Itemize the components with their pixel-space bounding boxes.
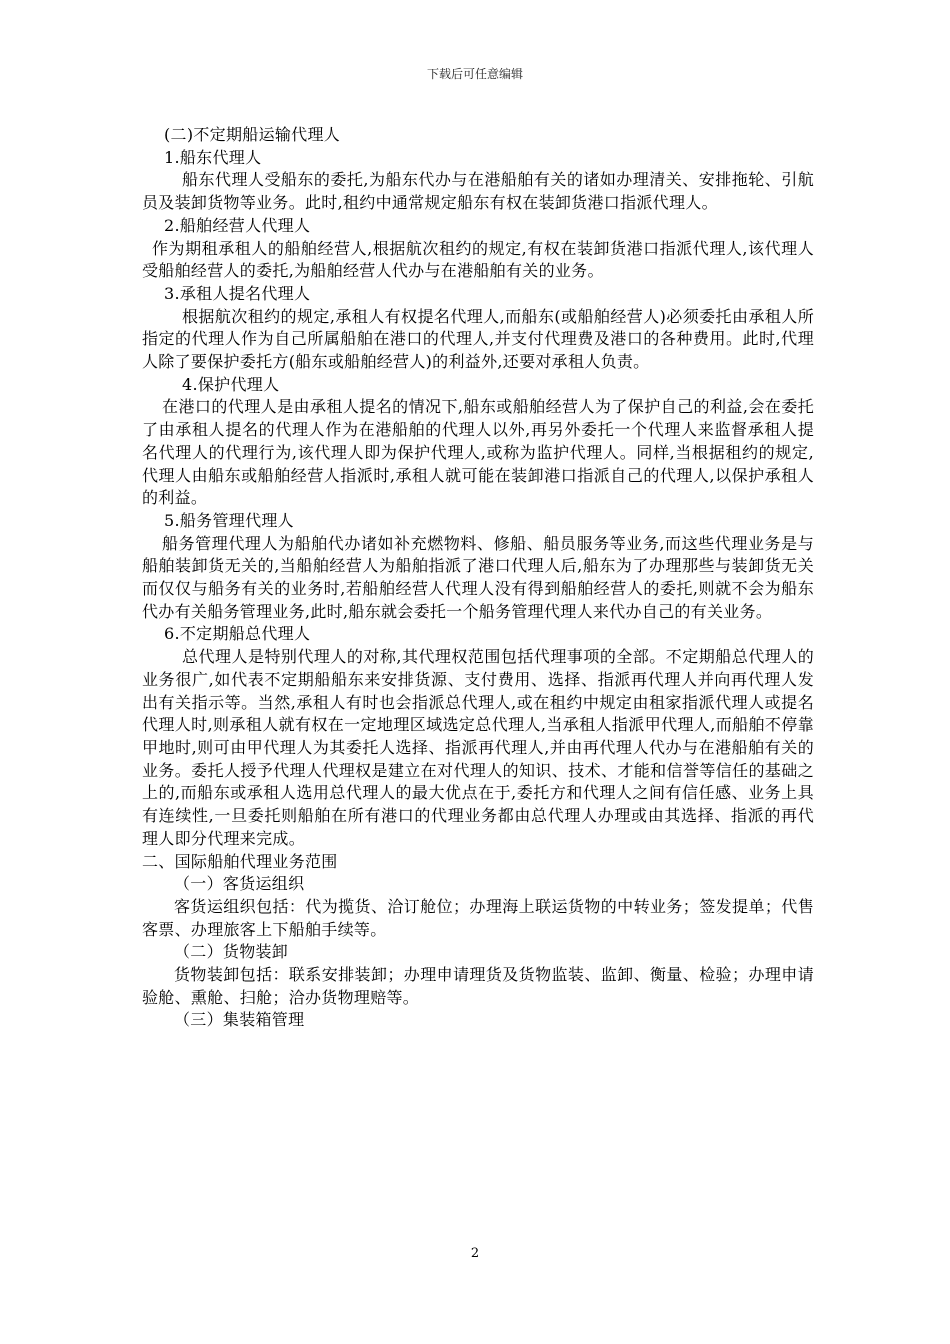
body-paragraph: 在港口的代理人是由承租人提名的情况下,船东或船舶经营人为了保护自己的利益,会在委托了由承租人提名的代理人作为在港船舶的代理人以外,再另外委托一个代理人来监督承租人提名代理人的代理行为,该代理人即为保护代理人,或称为监护代理人。同样,当根据租约的规定,代理人由船东或船舶经营人指派时,承租人就可能在装卸港口指派自己的代理人,以保护承租人的利益。	[142, 397, 814, 508]
section-heading: (二)不定期船运输代理人	[164, 125, 341, 144]
body-paragraph: 根据航次租约的规定,承租人有权提名代理人,而船东(或船舶经营人)必须委托由承租人所指定的代理人作为自己所属船舶在港口的代理人,并支付代理费及港口的各种费用。此时,代理人除了要保护委托方(船东或船舶经营人)的利益外,还要对承租人负责。	[142, 306, 814, 372]
subsection-heading: 4.保护代理人	[182, 374, 280, 394]
body-paragraph: 作为期租承租人的船舶经营人,根据航次租约的规定,有权在装卸货港口指派代理人,该代理人受船舶经营人的委托,为船舶经营人代办与在港船舶有关的业务。	[142, 238, 814, 281]
subsection-heading: 5.船务管理代理人	[164, 510, 294, 530]
body-paragraph: 货物装卸包括：联系安排装卸；办理申请理货及货物监装、监卸、衡量、检验；办理申请验舱、熏舱、扫舱；洽办货物理赔等。	[142, 965, 814, 1007]
body-paragraph: 船东代理人受船东的委托,为船东代办与在港船舶有关的诸如办理清关、安排拖轮、引航员及装卸货物等业务。此时,租约中通常规定船东有权在装卸货港口指派代理人。	[142, 170, 814, 213]
page-header: 下载后可任意编辑	[426, 67, 523, 81]
subsection-heading: 1.船东代理人	[164, 147, 262, 167]
subsection-heading: 2.船舶经营人代理人	[164, 215, 311, 235]
subsection-heading: 6.不定期船总代理人	[164, 624, 311, 644]
subsection-heading: （二）货物装卸	[174, 942, 289, 962]
section-heading: 二、国际船舶代理业务范围	[142, 851, 338, 871]
subsection-heading: （一）客货运组织	[174, 874, 305, 894]
body-paragraph: 总代理人是特别代理人的对称,其代理权范围包括代理事项的全部。不定期船总代理人的业务很广,如代表不定期船船东来安排货源、支付费用、选择、指派再代理人并向再代理人发出有关指示等。当然,承租人有时也会指派总代理人,或在租约中规定由租家指派代理人或提名代理人时,则承租人就有权在一定地理区域选定总代理人,当承租人指派甲代理人,而船舶不停靠甲地时,则可由甲代理人为其委托人选择、指派再代理人,并由再代理人代办与在港船舶有关的业务。委托人授予代理人代理权是建立在对代理人的知识、技术、才能和信誉等信任的基础之上的,而船东或承租人选用总代理人的最大优点在于,委托方和代理人之间有信任感、业务上具有连续性,一旦委托则船舶在所有港口的代理业务都由总代理人办理或由其选择、指派的再代理人即分代理来完成。	[142, 647, 814, 848]
document-body	[142, 124, 814, 1032]
subsection-heading: 3.承租人提名代理人	[164, 283, 311, 303]
body-paragraph: 客货运组织包括：代为揽货、洽订舱位；办理海上联运货物的中转业务；签发提单；代售客票、办理旅客上下船舶手续等。	[142, 896, 814, 939]
subsection-heading: （三）集装箱管理	[174, 1010, 305, 1030]
page-number: 2	[470, 1246, 480, 1261]
body-paragraph: 船务管理代理人为船舶代办诸如补充燃物料、修船、船员服务等业务,而这些代理业务是与船舶装卸货无关的,当船舶经营人为船舶指派了港口代理人后,船东为了办理那些与装卸货无关而仅仅与船务有关的业务时,若船舶经营人代理人没有得到船舶经营人的委托,则就不会为船东代办有关船务管理业务,此时,船东就会委托一个船务管理代理人来代办自己的有关业务。	[142, 533, 814, 621]
